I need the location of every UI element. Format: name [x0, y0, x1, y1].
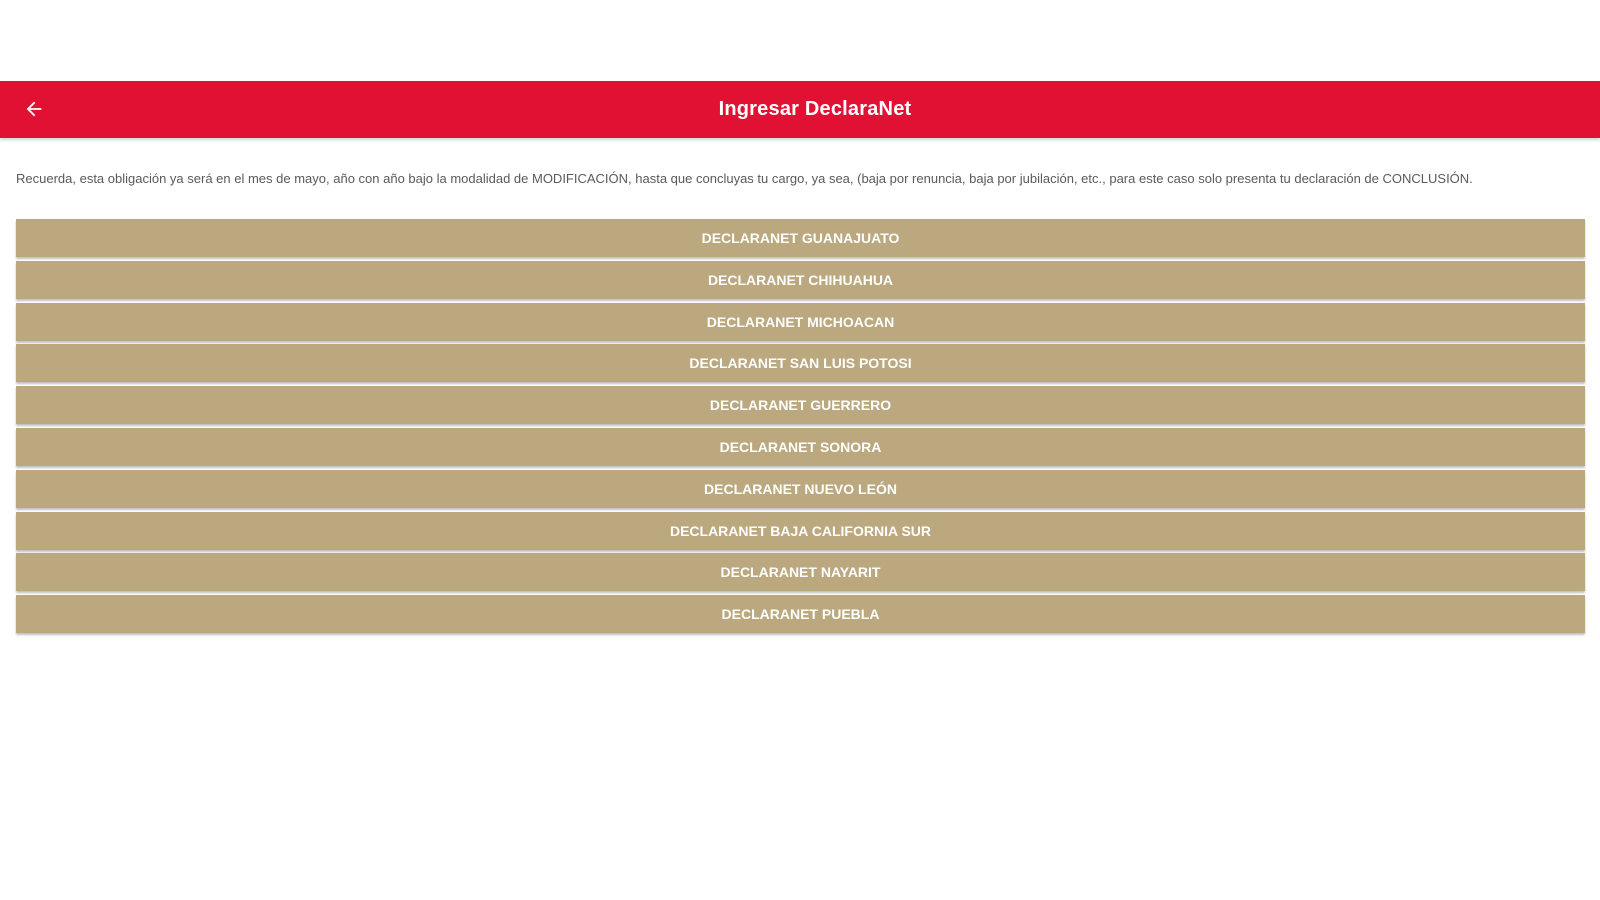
state-button-list: [16, 219, 1585, 637]
declaranet-puebla-button[interactable]: DECLARANET PUEBLA: [16, 595, 1585, 633]
declaranet-chihuahua-button[interactable]: DECLARANET CHIHUAHUA: [16, 261, 1585, 299]
notice-text: Recuerda, esta obligación ya será en el mes de mayo, año con año bajo la modalidad de MODIFICACIÓN, hasta que concluyas tu cargo, ya sea, (baja por renuncia, baja por jubilación, etc., para este caso solo presenta tu declaración de CONCLUSIÓN.: [16, 171, 1473, 186]
declaranet-baja-california-sur-button[interactable]: DECLARANET BAJA CALIFORNIA SUR: [16, 512, 1585, 550]
page-title: Ingresar DeclaraNet: [718, 98, 912, 120]
declaranet-sonora-button[interactable]: DECLARANET SONORA: [16, 428, 1585, 466]
declaranet-michoacan-button[interactable]: DECLARANET MICHOACAN: [16, 303, 1585, 341]
declaranet-guerrero-button[interactable]: DECLARANET GUERRERO: [16, 386, 1585, 424]
declaranet-nuevo-leon-button[interactable]: DECLARANET NUEVO LEÓN: [16, 470, 1585, 508]
declaranet-guanajuato-button[interactable]: DECLARANET GUANAJUATO: [16, 219, 1585, 257]
declaranet-san-luis-potosi-button[interactable]: DECLARANET SAN LUIS POTOSI: [16, 344, 1585, 382]
declaranet-nayarit-button[interactable]: DECLARANET NAYARIT: [16, 553, 1585, 591]
app-bar: [0, 81, 1600, 138]
